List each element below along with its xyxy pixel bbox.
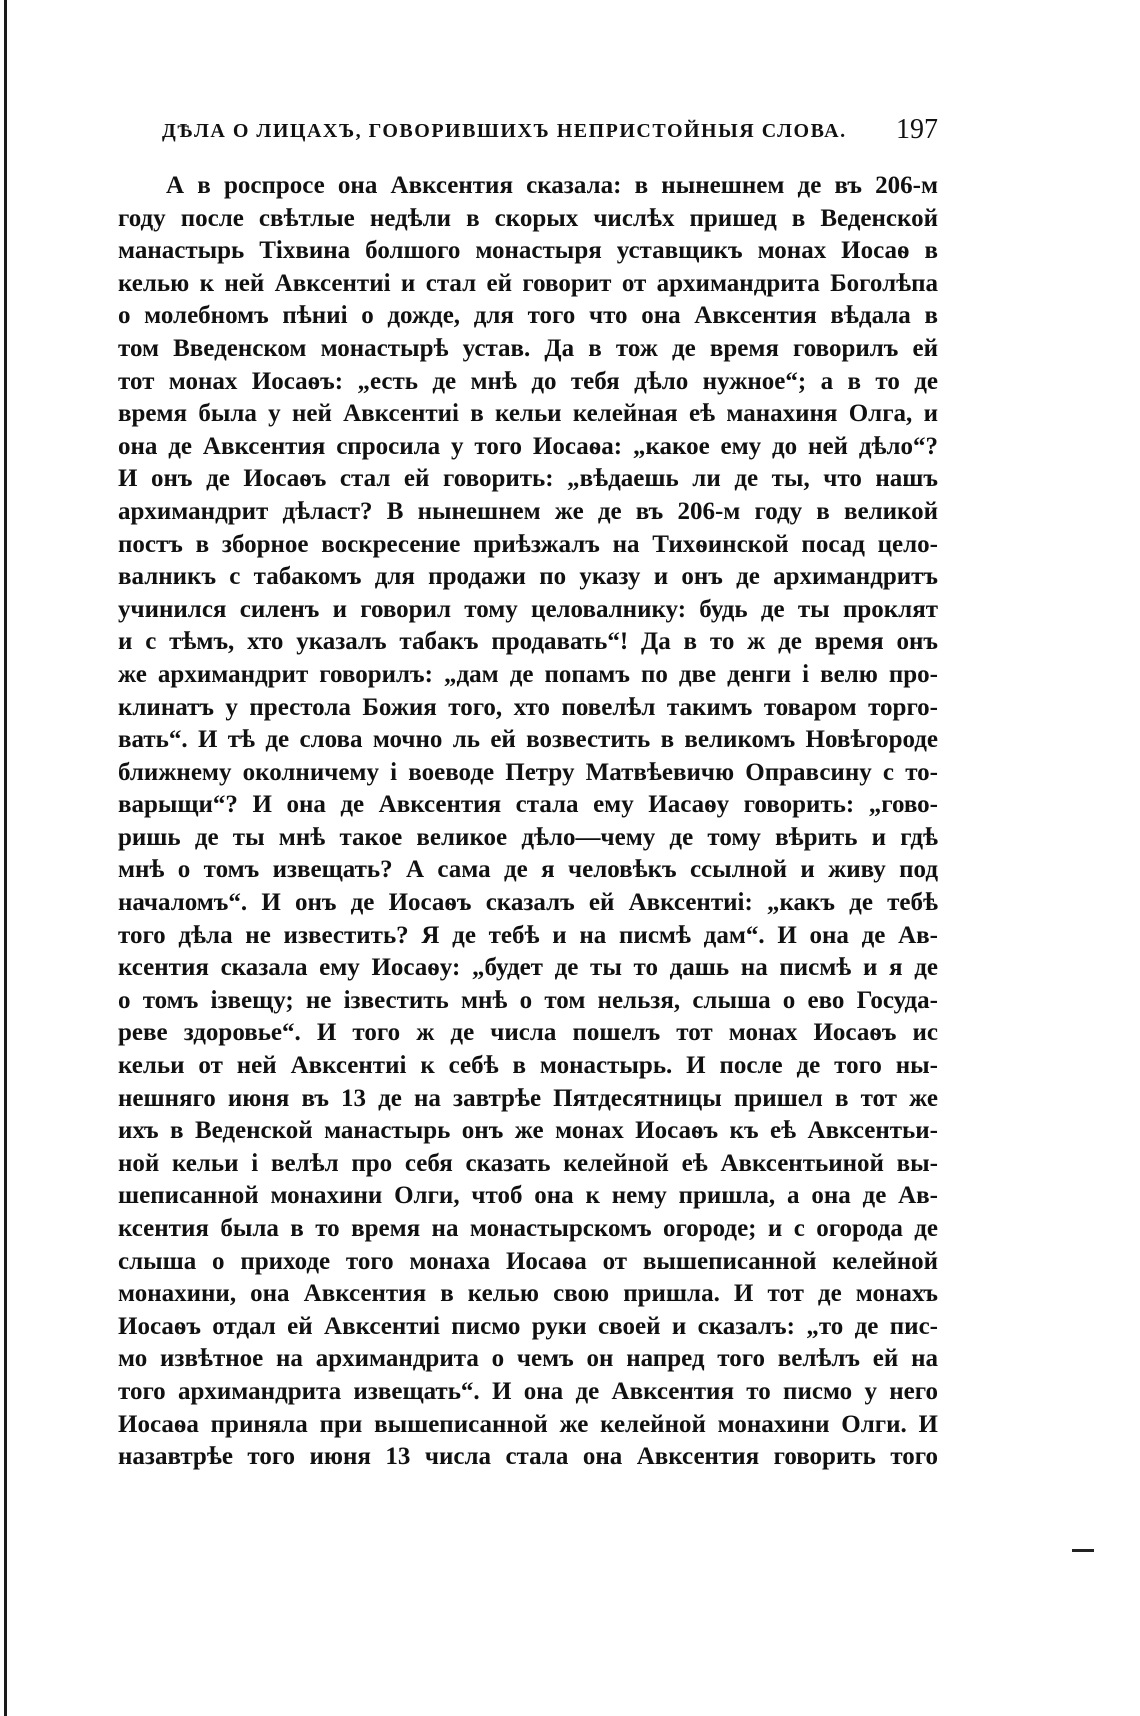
text-line: том Введенском монастырѣ устав. Да в тож де время говорилъ ей <box>118 334 938 362</box>
text-line: тот монах Иосаѳъ: „есть де мнѣ до тебя дѣло нужное“; а в то де <box>118 367 938 395</box>
text-line: того архимандрита извещать“. И она де Авксентия то писмо у него <box>118 1377 938 1405</box>
margin-mark <box>1072 1549 1094 1552</box>
text-line: манастырь Тіхвина болшого монастыря уставщикъ монах Иосаѳ в <box>118 237 938 265</box>
text-line: келью к ней Авксентиі и стал ей говорит от архимандрита Боголѣпа <box>118 269 938 297</box>
text-line: ксентия сказала ему Иосаѳу: „будет де ты то дашь на писмѣ и я де <box>118 954 938 982</box>
text-line: о томъ ізвещу; не ізвестить мнѣ о том нельзя, слыша о ево Госуда- <box>118 986 938 1014</box>
text-line: А в роспросе она Авксентия сказала: в нынешнем де въ 206-м <box>166 172 938 199</box>
text-line: году после свѣтлые недѣли в скорых числѣх пришед в Веденской <box>118 204 938 232</box>
text-line: ближнему околничему і воеводе Петру Матвѣевичю Оправсину с то- <box>118 758 938 786</box>
text-line: о молебномъ пѣниі о дожде, для того что она Авксентия вѣдала в <box>118 302 938 330</box>
text-line: того дѣла не известить? Я де тебѣ и на писмѣ дам“. И она де Ав- <box>118 921 938 949</box>
text-line: ксентия была в то время на монастырскомъ огороде; и с огорода де <box>118 1215 938 1242</box>
text-line: же архимандрит говорилъ: „дам де попамъ по две денги і велю про- <box>118 660 938 688</box>
text-line: реве здоровье“. И того ж де числа пошелъ тот монах Иосаѳъ ис <box>118 1019 938 1047</box>
text-line: архимандрит дѣласт? В нынешнем же де въ 206-м году в великой <box>118 497 938 525</box>
text-line: она де Авксентия спросила у того Иосаѳа: „какое ему до ней дѣло“? <box>118 432 938 460</box>
text-line: Иосаѳа приняла при вышеписанной же келейной монахини Олги. И <box>118 1410 938 1438</box>
text-line: вать“. И тѣ де слова мочно ль ей возвестить в великомъ Новѣгороде <box>118 726 938 754</box>
text-line: ной кельи і велѣл про себя сказать келейной еѣ Авксентьиной вы- <box>118 1149 938 1177</box>
text-line: нешняго июня въ 13 де на завтрѣе Пятдесятницы пришел в тот же <box>118 1084 938 1112</box>
text-line: назавтрѣе того июня 13 числа стала она Авксентия говорить того <box>118 1443 938 1471</box>
running-title: ДѢЛА О ЛИЦАХЪ, ГОВОРИВШИХЪ НЕПРИСТОЙНЫЯ СЛОВА. <box>162 120 847 142</box>
text-line: клинатъ у престола Божия того, хто повелѣл такимъ товаром торго- <box>118 693 938 721</box>
text-line: ихъ в Веденской манастырь онъ же монах Иосаѳъ къ еѣ Авксентьи- <box>118 1117 938 1145</box>
text-line: валникъ с табакомъ для продажи по указу и онъ де архимандритъ <box>118 563 938 591</box>
text-line: постъ в зборное воскресение приѣзжалъ на Тихѳинской посад цело- <box>118 530 938 558</box>
text-line: кельи от ней Авксентиі к себѣ в монастырь. И после де того ны- <box>118 1052 938 1080</box>
page-header <box>118 110 938 154</box>
text-line: шеписанной монахини Олги, чтоб она к нему пришла, а она де Ав- <box>118 1182 938 1210</box>
text-line: началомъ“. И онъ де Иосаѳъ сказалъ ей Авксентиі: „какъ де тебѣ <box>118 889 938 917</box>
page-edge-rule <box>4 0 7 1716</box>
text-line: И онъ де Иосаѳъ стал ей говорить: „вѣдаешь ли де ты, что нашъ <box>118 465 938 493</box>
body-text <box>118 170 938 1474</box>
text-line: время была у ней Авксентиі в кельи келейная еѣ манахиня Олга, и <box>118 400 938 428</box>
text-line: мо извѣтное на архимандрита о чемъ он напред того велѣлъ ей на <box>118 1345 938 1373</box>
page-number: 197 <box>896 114 938 145</box>
text-line: мнѣ о томъ извещать? А сама де я человѣкъ ссылной и живу под <box>118 856 938 884</box>
text-line: и с тѣмъ, хто указалъ табакъ продавать“! Да в то ж де время онъ <box>118 628 938 656</box>
text-line: слыша о приходе того монаха Иосаѳа от вышеписанной келейной <box>118 1247 938 1275</box>
text-line: монахини, она Авксентия в келью свою пришла. И тот де монахъ <box>118 1280 938 1308</box>
text-line: варыщи“? И она де Авксентия стала ему Иасаѳу говорить: „гово- <box>118 791 938 819</box>
text-line: ришь де ты мнѣ такое великое дѣло—чему де тому вѣрить и гдѣ <box>118 823 938 851</box>
text-line: учинился силенъ и говорил тому целовалнику: будь де ты проклят <box>118 595 938 623</box>
text-line: Иосаѳъ отдал ей Авксентиі писмо руки своей и сказалъ: „то де пис- <box>118 1312 938 1340</box>
